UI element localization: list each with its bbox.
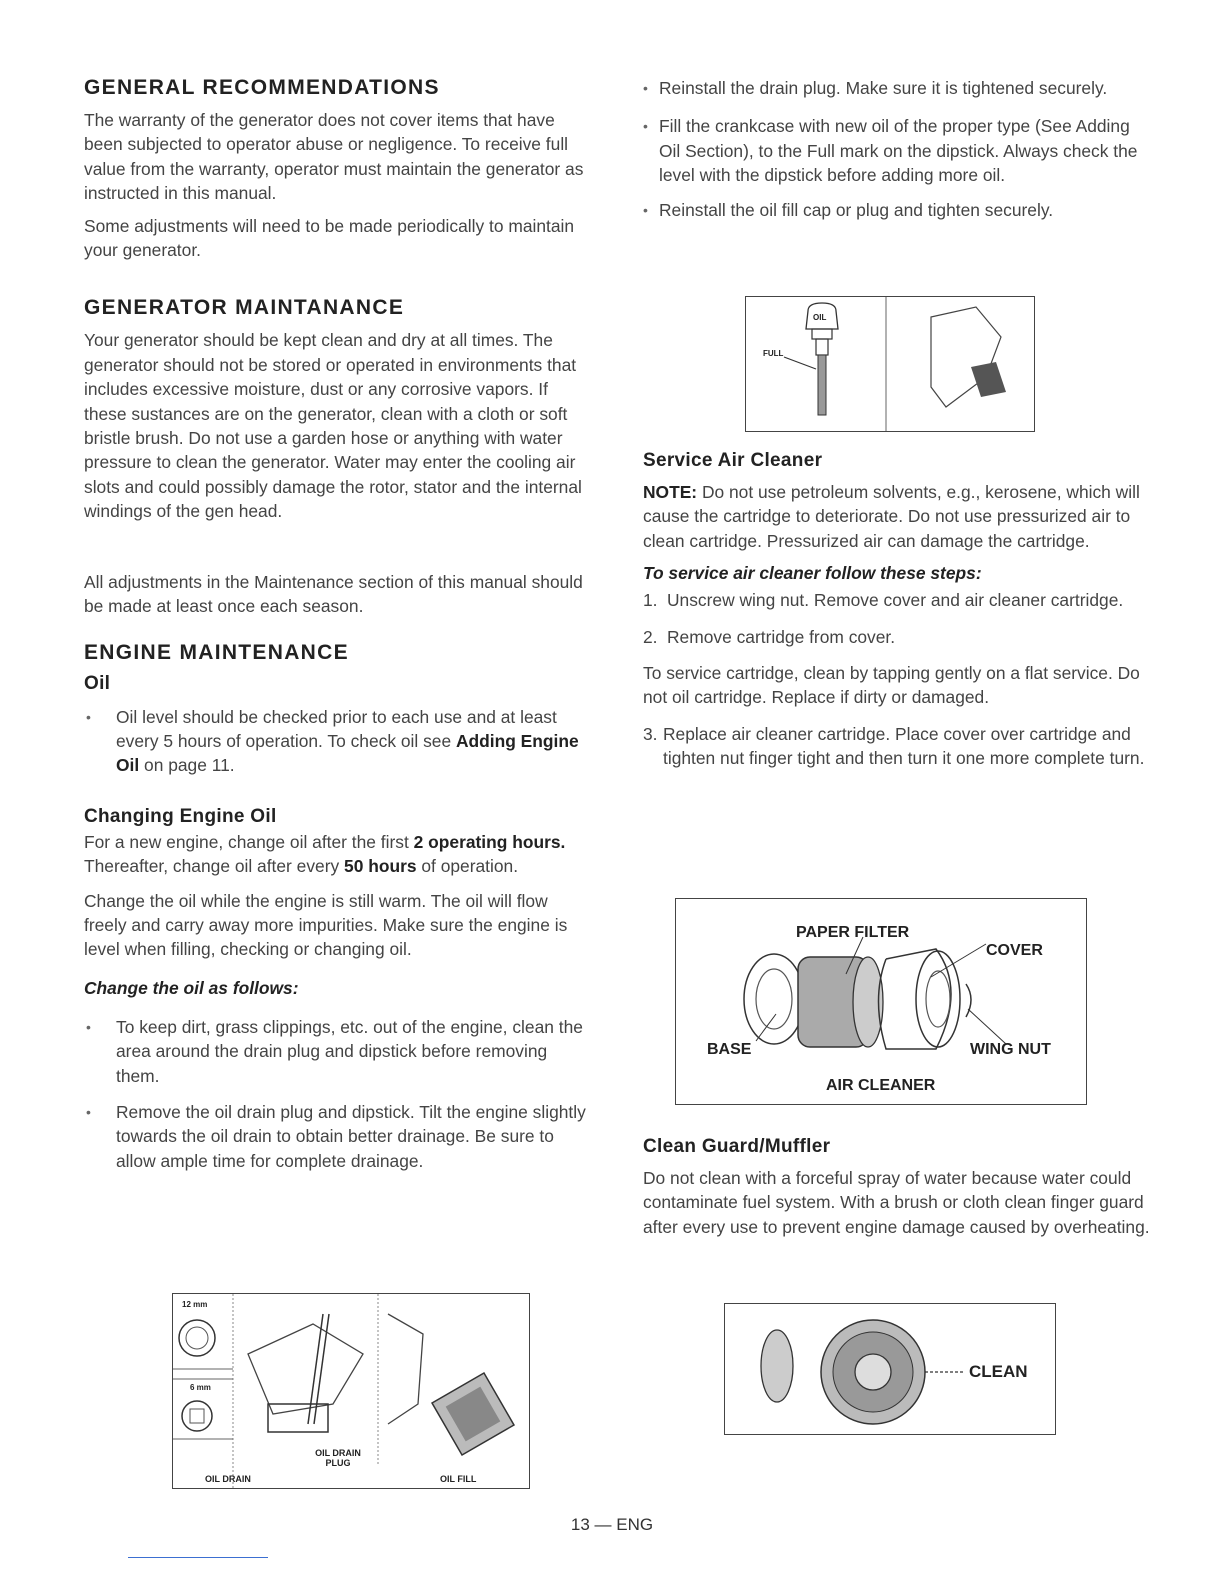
guard-muffler-section <box>643 1136 1158 1239</box>
air-cleaner-note: NOTE: Do not use petroleum solvents, e.g., kerosene, which will cause the cartridge to deteriorate. Do not use pressurized air to clean cartridge. Pressurized air can damage the cartridge. <box>643 482 1140 551</box>
remove-drain-plug-bullet: • Remove the oil drain plug and dipstick. Tilt the engine slightly towards the oil drain to obtain better drainage. Be sure to allow ample time for complete drainage. <box>84 1100 594 1173</box>
right-column-lower <box>643 450 1158 771</box>
oil-cap-label: OIL <box>813 313 827 322</box>
base-label: BASE <box>707 1041 752 1058</box>
service-air-cleaner-heading: Service Air Cleaner <box>643 450 823 471</box>
fill-crankcase-bullet: • Fill the crankcase with new oil of the proper type (See Adding Oil Section), to the Full mark on the dipstick. Always check the level with the dipstick before adding more oil. <box>643 114 1153 187</box>
oil-fill-label: OIL FILL <box>440 1474 477 1484</box>
cover-label: COVER <box>986 942 1043 959</box>
dipstick-figure <box>745 296 1035 432</box>
generator-maintenance-heading: GENERATOR MAINTANANCE <box>84 296 405 320</box>
wing-nut-label: WING NUT <box>970 1041 1051 1058</box>
clean-guard-figure <box>724 1303 1056 1435</box>
left-column <box>84 76 594 1173</box>
adding-engine-oil-reference: Adding Engine Oil <box>116 730 579 776</box>
change-oil-steps-heading: Change the oil as follows: <box>84 977 299 998</box>
reinstall-drain-plug-bullet: • Reinstall the drain plug. Make sure it is tightened securely. <box>643 76 1153 100</box>
air-cleaner-label: AIR CLEANER <box>826 1077 936 1094</box>
adjustments-paragraph: Some adjustments will need to be made periodically to maintain your generator. <box>84 215 575 261</box>
oil-drain-figure <box>172 1293 530 1489</box>
warranty-paragraph: The warranty of the generator does not cover items that have been subjected to operator abuse or negligence. To receive full value from the warranty, operator must maintain the generator as instructed in this manual. <box>84 110 584 204</box>
paper-filter-label: PAPER FILTER <box>796 924 910 941</box>
clean-label: CLEAN <box>969 1362 1028 1381</box>
clean-guard-muffler-heading: Clean Guard/Muffler <box>643 1136 831 1157</box>
oil-subheading: Oil <box>84 672 111 694</box>
general-recommendations-heading: GENERAL RECOMMENDATIONS <box>84 76 440 99</box>
air-cleaner-steps-heading: To service air cleaner follow these steps: <box>643 563 982 584</box>
12mm-label: 12 mm <box>182 1300 208 1309</box>
dipstick-illustration <box>746 297 1034 431</box>
oil-drain-label: OIL DRAIN <box>205 1474 251 1484</box>
clean-area-bullet: • To keep dirt, grass clippings, etc. out of the engine, clean the area around the drain plug and dipstick before removing them. <box>84 1015 594 1088</box>
blue-rule <box>128 1557 268 1558</box>
reinstall-cap-bullet: • Reinstall the oil fill cap or plug and tighten securely. <box>643 198 1153 222</box>
warm-oil-paragraph: Change the oil while the engine is still warm. The oil will flow freely and carry away more impurities. Make sure the engine is level when filling, checking or changing oil. <box>84 890 568 960</box>
oil-check-bullet: • Oil level should be checked prior to each use and at least every 5 hours of operation. To check oil see Adding Engine Oil on page 11. <box>84 705 594 778</box>
changing-engine-oil-heading: Changing Engine Oil <box>84 805 277 827</box>
note-label: NOTE: <box>643 482 698 502</box>
page-number: 13 — ENG <box>570 1515 654 1534</box>
air-cleaner-figure <box>675 898 1087 1105</box>
seasonal-adjustment-paragraph: All adjustments in the Maintenance section of this manual should be made at least once each season. <box>84 571 583 617</box>
step-2: 2. Remove cartridge from cover. <box>643 626 896 647</box>
6mm-label: 6 mm <box>190 1383 211 1392</box>
engine-maintenance-heading: ENGINE MAINTENANCE <box>84 640 349 664</box>
right-column <box>643 76 1153 222</box>
step-1: 1. Unscrew wing nut. Remove cover and air cleaner cartridge. <box>643 590 1124 611</box>
step-3: 3. Replace air cleaner cartridge. Place cover over cartridge and tighten nut finger tight and then turn it one more complete turn. <box>643 723 1145 769</box>
oil-change-interval-paragraph: For a new engine, change oil after the first 2 operating hours. Thereafter, change oil after every 50 hours of operation. <box>84 831 566 877</box>
oil-drain-plug-label: OIL DRAIN PLUG <box>315 1448 361 1468</box>
guard-muffler-paragraph: Do not clean with a forceful spray of water because water could contaminate fuel system. With a brush or cloth clean finger guard after every use to prevent engine damage caused by overheating. <box>643 1168 1150 1237</box>
service-cartridge-paragraph: To service cartridge, clean by tapping gently on a flat service. Do not oil cartridge. Replace if dirty or damaged. <box>643 663 1140 708</box>
full-mark-label: FULL <box>763 349 784 358</box>
generator-care-paragraph: Your generator should be kept clean and dry at all times. The generator should not be stored or operated in environments that includes excessive moisture, dust or any corrosive vapors. If these sustances are on the generator, clean with a cloth or soft bristle brush. Do not use a garden hose or anything with water pressure to clean the generator. Water may enter the cooling air slots and could possibly damage the rotor, stator and the internal windings of the gen head. <box>84 330 582 522</box>
